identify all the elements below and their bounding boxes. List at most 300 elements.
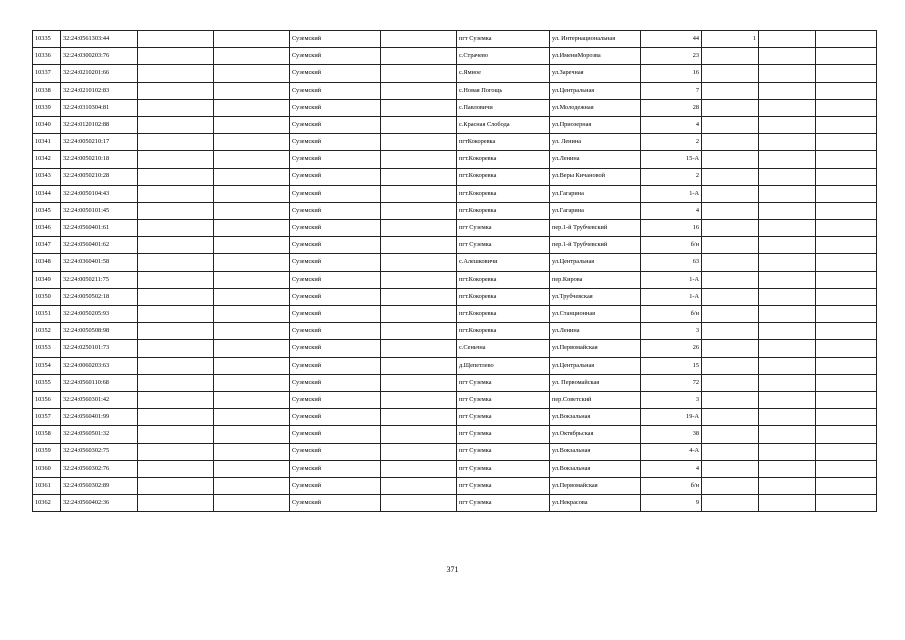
cell-empty xyxy=(816,271,877,288)
cell-record-number: 10346 xyxy=(33,220,61,237)
cell-empty xyxy=(214,31,290,48)
cell-locality: пгт Суземка xyxy=(457,477,550,494)
table-row xyxy=(33,323,877,340)
cell-empty xyxy=(214,323,290,340)
cell-house-number: 44 xyxy=(641,31,702,48)
cell-cadastral-number: 32:24:0360401:58 xyxy=(61,254,138,271)
cell-district: Суземский xyxy=(290,460,381,477)
cell-empty xyxy=(214,443,290,460)
cell-extra-value xyxy=(702,168,759,185)
cell-empty xyxy=(759,99,816,116)
cell-empty xyxy=(214,185,290,202)
cell-empty xyxy=(138,426,214,443)
cell-empty xyxy=(816,237,877,254)
cell-record-number: 10337 xyxy=(33,65,61,82)
cell-empty xyxy=(214,48,290,65)
cell-extra-value xyxy=(702,306,759,323)
cell-street: ул.Вокзальная xyxy=(550,409,641,426)
cell-cadastral-number: 32:24:0560401:99 xyxy=(61,409,138,426)
cell-locality: пгт.Кокоревка xyxy=(457,185,550,202)
cell-empty xyxy=(138,168,214,185)
cell-empty xyxy=(138,306,214,323)
cell-cadastral-number: 32:24:0120102:88 xyxy=(61,116,138,133)
cell-empty xyxy=(759,374,816,391)
cell-empty xyxy=(381,306,457,323)
register-body xyxy=(33,31,877,512)
cell-empty xyxy=(214,99,290,116)
cell-extra-value xyxy=(702,254,759,271)
cell-street: ул.Приозерная xyxy=(550,116,641,133)
cell-empty xyxy=(759,254,816,271)
cell-empty xyxy=(381,443,457,460)
cell-house-number: 38 xyxy=(641,426,702,443)
cell-extra-value xyxy=(702,48,759,65)
cell-district: Суземский xyxy=(290,151,381,168)
cell-house-number: 4 xyxy=(641,116,702,133)
cell-empty xyxy=(759,237,816,254)
cell-cadastral-number: 32:24:0560302:89 xyxy=(61,477,138,494)
cell-cadastral-number: 32:24:0560401:62 xyxy=(61,237,138,254)
cell-empty xyxy=(759,306,816,323)
cell-street: ул.Центральная xyxy=(550,254,641,271)
cell-empty xyxy=(138,340,214,357)
cell-district: Суземский xyxy=(290,443,381,460)
cell-locality: пгт Суземка xyxy=(457,220,550,237)
cell-empty xyxy=(816,460,877,477)
cell-locality: д.Щепетлево xyxy=(457,357,550,374)
cell-empty xyxy=(816,288,877,305)
cell-empty xyxy=(381,151,457,168)
cell-empty xyxy=(816,202,877,219)
cell-empty xyxy=(214,306,290,323)
cell-cadastral-number: 32:24:0210102:83 xyxy=(61,82,138,99)
cell-record-number: 10345 xyxy=(33,202,61,219)
cell-empty xyxy=(138,374,214,391)
cell-empty xyxy=(138,443,214,460)
cell-house-number: 4 xyxy=(641,460,702,477)
cell-cadastral-number: 32:24:0560501:32 xyxy=(61,426,138,443)
cell-street: ул.Октябрьская xyxy=(550,426,641,443)
cell-empty xyxy=(138,134,214,151)
cell-record-number: 10342 xyxy=(33,151,61,168)
cell-house-number: 4 xyxy=(641,202,702,219)
cell-empty xyxy=(816,99,877,116)
cell-house-number: 72 xyxy=(641,374,702,391)
cell-empty xyxy=(759,185,816,202)
cell-street: ул.Вокзальная xyxy=(550,460,641,477)
table-row xyxy=(33,443,877,460)
cell-cadastral-number: 32:24:0050211:75 xyxy=(61,271,138,288)
cell-empty xyxy=(214,116,290,133)
cell-record-number: 10344 xyxy=(33,185,61,202)
table-row xyxy=(33,357,877,374)
table-row xyxy=(33,460,877,477)
cell-empty xyxy=(381,134,457,151)
cell-locality: с.Ямное xyxy=(457,65,550,82)
cell-empty xyxy=(138,202,214,219)
table-row xyxy=(33,48,877,65)
cell-house-number: 23 xyxy=(641,48,702,65)
table-row xyxy=(33,151,877,168)
cell-street: ул.Ленина xyxy=(550,323,641,340)
cell-empty xyxy=(381,116,457,133)
cell-locality: пгт.Кокоревка xyxy=(457,288,550,305)
cell-locality: пгт Суземка xyxy=(457,443,550,460)
cell-locality: с.Павловичи xyxy=(457,99,550,116)
cell-cadastral-number: 32:24:0050502:18 xyxy=(61,288,138,305)
cell-empty xyxy=(138,151,214,168)
cell-record-number: 10355 xyxy=(33,374,61,391)
cell-house-number: 1-А xyxy=(641,288,702,305)
cell-street: ул.Некрасова xyxy=(550,495,641,512)
cell-cadastral-number: 32:24:0250101:73 xyxy=(61,340,138,357)
cell-empty xyxy=(816,409,877,426)
cell-empty xyxy=(816,254,877,271)
cell-extra-value xyxy=(702,185,759,202)
cell-street: ул.Гагарина xyxy=(550,185,641,202)
table-row xyxy=(33,271,877,288)
page-number: 371 xyxy=(446,565,459,574)
cell-extra-value xyxy=(702,443,759,460)
cell-district: Суземский xyxy=(290,31,381,48)
cell-empty xyxy=(816,65,877,82)
cell-empty xyxy=(759,288,816,305)
cell-cadastral-number: 32:24:0050104:43 xyxy=(61,185,138,202)
cell-cadastral-number: 32:24:0560302:75 xyxy=(61,443,138,460)
register-table xyxy=(32,30,877,512)
cell-record-number: 10354 xyxy=(33,357,61,374)
cell-district: Суземский xyxy=(290,254,381,271)
cell-empty xyxy=(759,65,816,82)
cell-street: ул.Центральная xyxy=(550,82,641,99)
cell-district: Суземский xyxy=(290,65,381,82)
cell-empty xyxy=(759,168,816,185)
cell-empty xyxy=(381,340,457,357)
cell-empty xyxy=(381,391,457,408)
cell-empty xyxy=(759,323,816,340)
cell-empty xyxy=(381,99,457,116)
cell-locality: с.Красная Слобода xyxy=(457,116,550,133)
cell-street: ул. Интернациональная xyxy=(550,31,641,48)
cell-empty xyxy=(381,31,457,48)
cell-empty xyxy=(816,82,877,99)
cell-house-number: б/н xyxy=(641,237,702,254)
cell-empty xyxy=(214,220,290,237)
cell-extra-value xyxy=(702,288,759,305)
cell-district: Суземский xyxy=(290,99,381,116)
cell-locality: с.Новая Погощь xyxy=(457,82,550,99)
cell-house-number: 28 xyxy=(641,99,702,116)
cell-cadastral-number: 32:24:0560402:36 xyxy=(61,495,138,512)
cell-district: Суземский xyxy=(290,116,381,133)
cell-house-number: 16 xyxy=(641,65,702,82)
cell-locality: пгт Суземка xyxy=(457,31,550,48)
cell-empty xyxy=(759,426,816,443)
table-row xyxy=(33,220,877,237)
table-row xyxy=(33,374,877,391)
cell-empty xyxy=(381,409,457,426)
cell-empty xyxy=(759,443,816,460)
cell-empty xyxy=(816,185,877,202)
cell-extra-value xyxy=(702,134,759,151)
cell-extra-value xyxy=(702,82,759,99)
cell-empty xyxy=(816,374,877,391)
table-row xyxy=(33,31,877,48)
cell-extra-value xyxy=(702,151,759,168)
cell-extra-value xyxy=(702,99,759,116)
cell-house-number: 4-А xyxy=(641,443,702,460)
cell-district: Суземский xyxy=(290,495,381,512)
cell-extra-value xyxy=(702,323,759,340)
cell-empty xyxy=(138,460,214,477)
cell-empty xyxy=(214,288,290,305)
table-row xyxy=(33,185,877,202)
cell-empty xyxy=(816,168,877,185)
cell-empty xyxy=(816,477,877,494)
cell-extra-value xyxy=(702,409,759,426)
cell-street: ул.ИмениМорозва xyxy=(550,48,641,65)
cell-house-number: 2 xyxy=(641,168,702,185)
cell-locality: пгт.Кокоревка xyxy=(457,168,550,185)
cell-cadastral-number: 32:24:0300203:76 xyxy=(61,48,138,65)
table-row xyxy=(33,202,877,219)
cell-empty xyxy=(816,426,877,443)
cell-district: Суземский xyxy=(290,306,381,323)
cell-district: Суземский xyxy=(290,391,381,408)
cell-cadastral-number: 32:24:0050210:28 xyxy=(61,168,138,185)
cell-empty xyxy=(214,477,290,494)
cell-empty xyxy=(381,254,457,271)
cell-empty xyxy=(381,82,457,99)
cell-extra-value: 1 xyxy=(702,31,759,48)
cell-cadastral-number: 32:24:0560110:68 xyxy=(61,374,138,391)
cell-house-number: 2 xyxy=(641,134,702,151)
cell-district: Суземский xyxy=(290,185,381,202)
cell-district: Суземский xyxy=(290,477,381,494)
cell-empty xyxy=(816,391,877,408)
cell-cadastral-number: 32:24:0560301:42 xyxy=(61,391,138,408)
cell-empty xyxy=(759,82,816,99)
cell-empty xyxy=(138,82,214,99)
cell-house-number: 16 xyxy=(641,220,702,237)
cell-empty xyxy=(138,323,214,340)
cell-street: ул.Первомайская xyxy=(550,477,641,494)
cell-empty xyxy=(138,31,214,48)
cell-empty xyxy=(759,391,816,408)
cell-record-number: 10335 xyxy=(33,31,61,48)
cell-empty xyxy=(759,151,816,168)
cell-district: Суземский xyxy=(290,323,381,340)
cell-locality: пгт.Кокоревка xyxy=(457,202,550,219)
cell-empty xyxy=(816,357,877,374)
cell-empty xyxy=(381,426,457,443)
cell-empty xyxy=(759,357,816,374)
cell-record-number: 10351 xyxy=(33,306,61,323)
table-row xyxy=(33,477,877,494)
cell-empty xyxy=(214,65,290,82)
cell-extra-value xyxy=(702,460,759,477)
cell-house-number: б/н xyxy=(641,477,702,494)
cell-empty xyxy=(214,82,290,99)
cell-locality: с.Страчево xyxy=(457,48,550,65)
cell-empty xyxy=(138,477,214,494)
cell-extra-value xyxy=(702,374,759,391)
table-row xyxy=(33,340,877,357)
cell-empty xyxy=(214,460,290,477)
cell-street: ул.Центральная xyxy=(550,357,641,374)
cell-cadastral-number: 32:24:0050205:93 xyxy=(61,306,138,323)
cell-cadastral-number: 32:24:0060203:63 xyxy=(61,357,138,374)
cell-record-number: 10340 xyxy=(33,116,61,133)
table-row xyxy=(33,99,877,116)
cell-empty xyxy=(214,409,290,426)
cell-empty xyxy=(138,391,214,408)
cell-empty xyxy=(759,409,816,426)
cell-empty xyxy=(816,495,877,512)
cell-house-number: 7 xyxy=(641,82,702,99)
cell-district: Суземский xyxy=(290,168,381,185)
cell-district: Суземский xyxy=(290,237,381,254)
cell-district: Суземский xyxy=(290,202,381,219)
cell-locality: с.Алешковичи xyxy=(457,254,550,271)
cell-record-number: 10343 xyxy=(33,168,61,185)
cell-record-number: 10339 xyxy=(33,99,61,116)
table-row xyxy=(33,409,877,426)
cell-locality: пгт.Кокоревка xyxy=(457,306,550,323)
cell-house-number: 19-А xyxy=(641,409,702,426)
cell-empty xyxy=(214,340,290,357)
cell-record-number: 10348 xyxy=(33,254,61,271)
cell-empty xyxy=(759,134,816,151)
cell-cadastral-number: 32:24:0310304:81 xyxy=(61,99,138,116)
table-row xyxy=(33,495,877,512)
cell-district: Суземский xyxy=(290,288,381,305)
cell-empty xyxy=(816,443,877,460)
cell-cadastral-number: 32:24:0561303:44 xyxy=(61,31,138,48)
cell-district: Суземский xyxy=(290,357,381,374)
cell-empty xyxy=(138,99,214,116)
cell-record-number: 10347 xyxy=(33,237,61,254)
cell-district: Суземский xyxy=(290,426,381,443)
cell-empty xyxy=(214,134,290,151)
cell-locality: пгтКокоревка xyxy=(457,134,550,151)
cell-empty xyxy=(816,134,877,151)
table-row xyxy=(33,134,877,151)
cell-empty xyxy=(138,220,214,237)
cell-empty xyxy=(759,460,816,477)
cell-extra-value xyxy=(702,477,759,494)
cell-locality: пгт.Кокоревка xyxy=(457,271,550,288)
cell-empty xyxy=(759,48,816,65)
table-row xyxy=(33,306,877,323)
cell-empty xyxy=(138,237,214,254)
cell-empty xyxy=(759,220,816,237)
cell-district: Суземский xyxy=(290,48,381,65)
cell-house-number: 1-А xyxy=(641,271,702,288)
cell-district: Суземский xyxy=(290,134,381,151)
cell-extra-value xyxy=(702,391,759,408)
cell-empty xyxy=(214,391,290,408)
cell-empty xyxy=(381,477,457,494)
cell-street: пер.1-й Трубчевский xyxy=(550,237,641,254)
cell-street: пер.1-й Трубчевский xyxy=(550,220,641,237)
cell-district: Суземский xyxy=(290,409,381,426)
cell-empty xyxy=(138,185,214,202)
cell-street: ул.Вокзальная xyxy=(550,443,641,460)
cell-district: Суземский xyxy=(290,271,381,288)
cell-record-number: 10359 xyxy=(33,443,61,460)
cell-house-number: 26 xyxy=(641,340,702,357)
cell-locality: пгт Суземка xyxy=(457,426,550,443)
cell-street: ул. Первомайская xyxy=(550,374,641,391)
cell-empty xyxy=(381,357,457,374)
cell-cadastral-number: 32:24:0050101:45 xyxy=(61,202,138,219)
cell-empty xyxy=(759,477,816,494)
cell-empty xyxy=(381,65,457,82)
cell-house-number: 63 xyxy=(641,254,702,271)
cell-locality: пгт Суземка xyxy=(457,495,550,512)
cell-empty xyxy=(381,271,457,288)
cell-record-number: 10361 xyxy=(33,477,61,494)
cell-empty xyxy=(759,340,816,357)
cell-cadastral-number: 32:24:0050508:98 xyxy=(61,323,138,340)
cell-extra-value xyxy=(702,237,759,254)
cell-extra-value xyxy=(702,202,759,219)
cell-empty xyxy=(381,323,457,340)
cell-record-number: 10357 xyxy=(33,409,61,426)
table-row xyxy=(33,288,877,305)
cell-empty xyxy=(759,495,816,512)
cell-street: ул.Гагарина xyxy=(550,202,641,219)
cell-empty xyxy=(138,409,214,426)
table-row xyxy=(33,426,877,443)
cell-locality: пгт Суземка xyxy=(457,460,550,477)
cell-house-number: 15 xyxy=(641,357,702,374)
cell-empty xyxy=(816,323,877,340)
cell-extra-value xyxy=(702,116,759,133)
cell-district: Суземский xyxy=(290,82,381,99)
table-row xyxy=(33,82,877,99)
cell-empty xyxy=(759,202,816,219)
cell-empty xyxy=(381,460,457,477)
table-row xyxy=(33,116,877,133)
cell-locality: пгт.Кокоревка xyxy=(457,323,550,340)
cell-empty xyxy=(214,495,290,512)
cell-empty xyxy=(214,357,290,374)
cell-empty xyxy=(214,151,290,168)
cell-empty xyxy=(138,495,214,512)
cell-empty xyxy=(138,48,214,65)
cell-empty xyxy=(381,185,457,202)
table-row xyxy=(33,254,877,271)
cell-empty xyxy=(381,168,457,185)
cell-empty xyxy=(138,254,214,271)
cell-empty xyxy=(816,220,877,237)
cell-empty xyxy=(381,495,457,512)
cell-locality: пгт Суземка xyxy=(457,237,550,254)
cell-empty xyxy=(816,31,877,48)
cell-empty xyxy=(214,202,290,219)
cell-empty xyxy=(816,48,877,65)
cell-empty xyxy=(381,202,457,219)
cell-street: ул.Первомайская xyxy=(550,340,641,357)
cell-empty xyxy=(759,116,816,133)
cell-house-number: 3 xyxy=(641,391,702,408)
cell-street: ул.Ленина xyxy=(550,151,641,168)
cell-house-number: 1-А xyxy=(641,185,702,202)
cell-cadastral-number: 32:24:0560401:61 xyxy=(61,220,138,237)
cell-house-number: 15-А xyxy=(641,151,702,168)
